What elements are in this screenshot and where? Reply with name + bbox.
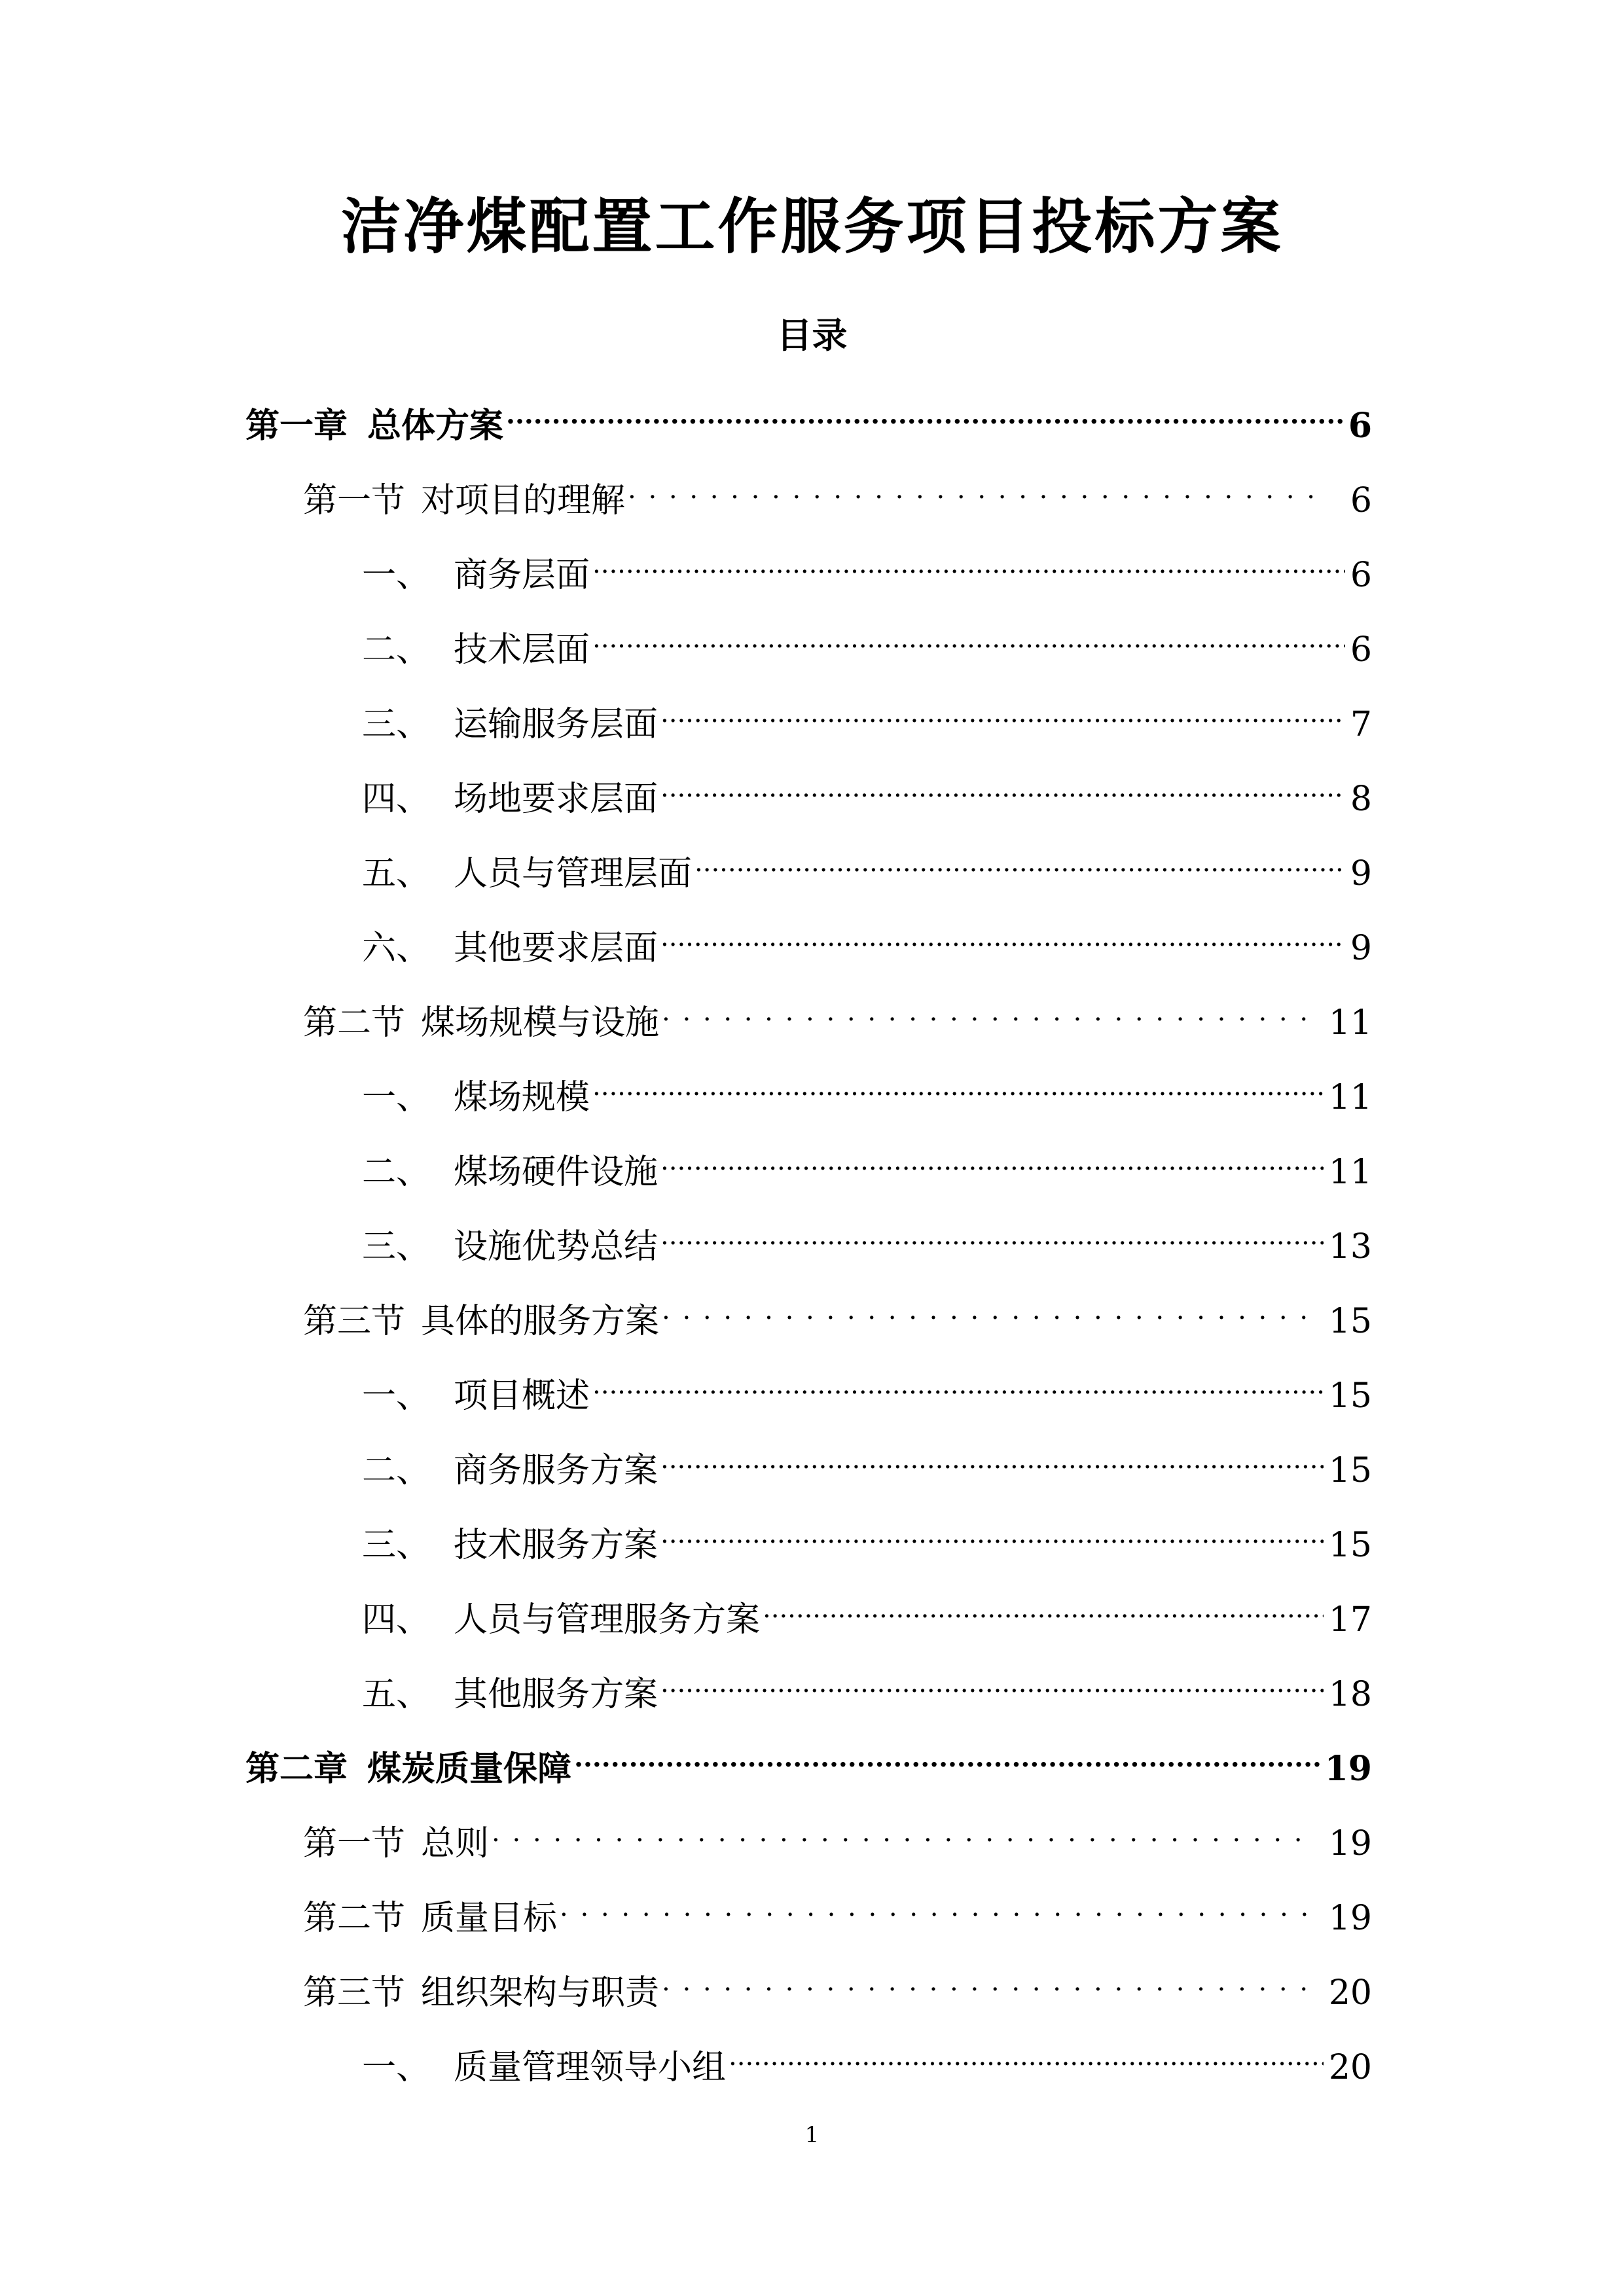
toc-entry-label: 运输服务层面 <box>454 705 659 744</box>
toc-entry-page: 11 <box>1328 1003 1372 1043</box>
toc-dot-leader <box>662 988 1308 1034</box>
toc-entry-label: 场地要求层面 <box>454 780 659 819</box>
toc-entry-label: 煤场硬件设施 <box>454 1153 659 1192</box>
toc-entry-page: 20 <box>1328 1973 1372 2013</box>
toc-entry-subsection[interactable] <box>362 1063 1372 1117</box>
toc-entry-number: 第一章 <box>245 406 348 446</box>
toc-entry-subsection[interactable] <box>362 2033 1372 2087</box>
toc-entry-page: 6 <box>1350 556 1372 595</box>
toc-entry-number: 四、 <box>362 1600 431 1640</box>
toc-dot-leader <box>560 1884 1308 1929</box>
toc-entry-page: 15 <box>1328 1451 1372 1490</box>
toc-entry-label: 总体方案 <box>367 406 504 446</box>
toc-entry-label: 技术层面 <box>454 630 590 670</box>
toc-entry-label: 其他服务方案 <box>454 1675 659 1714</box>
toc-entry-section[interactable] <box>303 1958 1372 2013</box>
toc-dot-leader <box>506 391 1343 437</box>
toc-entry-subsection[interactable] <box>362 764 1372 819</box>
toc-entry-number: 第一节 <box>303 481 406 520</box>
toc-dot-leader <box>660 690 1345 736</box>
toc-dot-leader <box>592 615 1345 661</box>
toc-dot-leader <box>660 764 1345 810</box>
toc-entry-label: 对项目的理解 <box>421 481 626 520</box>
toc-entry-number: 二、 <box>362 630 431 670</box>
toc-entry-subsection[interactable] <box>362 839 1372 893</box>
toc-entry-number: 第三节 <box>303 1302 406 1341</box>
toc-entry-label: 设施优势总结 <box>454 1227 659 1266</box>
toc-entry-number: 五、 <box>362 854 431 893</box>
toc-entry-section[interactable] <box>303 1287 1372 1341</box>
toc-entry-number: 二、 <box>362 1153 431 1192</box>
toc-entry-number: 第二节 <box>303 1899 406 1938</box>
toc-entry-page: 20 <box>1328 2048 1372 2087</box>
toc-entry-label: 商务服务方案 <box>454 1451 659 1490</box>
toc-entry-section[interactable] <box>303 1809 1372 1863</box>
toc-entry-label: 煤场规模与设施 <box>421 1003 660 1043</box>
toc-dot-leader <box>592 1361 1324 1407</box>
toc-entry-page: 6 <box>1348 406 1372 446</box>
toc-dot-leader <box>660 914 1345 960</box>
toc-entry-number: 五、 <box>362 1675 431 1714</box>
toc-entry-number: 一、 <box>362 556 431 595</box>
toc-entry-subsection[interactable] <box>362 914 1372 968</box>
toc-entry-subsection[interactable] <box>362 1511 1372 1565</box>
toc-entry-label: 质量管理领导小组 <box>454 2048 727 2087</box>
toc-dot-leader <box>492 1809 1308 1855</box>
toc-entry-label: 技术服务方案 <box>454 1526 659 1565</box>
toc-entry-chapter-1[interactable] <box>245 391 1372 446</box>
toc-entry-subsection[interactable] <box>362 1436 1372 1490</box>
toc-dot-leader <box>763 1585 1324 1631</box>
toc-entry-page: 13 <box>1328 1227 1372 1266</box>
toc-entry-page: 11 <box>1328 1153 1372 1192</box>
toc-entry-subsection[interactable] <box>362 690 1372 744</box>
toc-entry-page: 19 <box>1324 1749 1372 1789</box>
toc-dot-leader <box>660 1436 1324 1482</box>
toc-entry-subsection[interactable] <box>362 541 1372 595</box>
toc-dot-leader <box>660 1511 1324 1556</box>
toc-entry-page: 9 <box>1350 929 1372 968</box>
toc-dot-leader <box>662 1287 1308 1333</box>
toc-entry-page: 15 <box>1328 1526 1372 1565</box>
toc-entry-label: 质量目标 <box>421 1899 558 1938</box>
toc-entry-number: 三、 <box>362 1227 431 1266</box>
toc-dot-leader <box>574 1734 1320 1780</box>
toc-entry-chapter-2[interactable] <box>245 1734 1372 1789</box>
toc-entry-page: 17 <box>1328 1600 1372 1640</box>
toc-entry-page: 9 <box>1350 854 1372 893</box>
toc-entry-label: 其他要求层面 <box>454 929 659 968</box>
toc-entry-number: 三、 <box>362 705 431 744</box>
toc-entry-label: 商务层面 <box>454 556 590 595</box>
toc-dot-leader <box>628 466 1329 512</box>
toc-entry-page: 11 <box>1328 1078 1372 1117</box>
toc-entry-page: 19 <box>1328 1899 1372 1938</box>
toc-dot-leader <box>660 1660 1324 1706</box>
toc-entry-page: 15 <box>1328 1302 1372 1341</box>
toc-heading: 目录 <box>776 314 848 356</box>
toc-entry-number: 第三节 <box>303 1973 406 2013</box>
toc-dot-leader <box>592 1063 1324 1109</box>
toc-entry-label: 人员与管理服务方案 <box>454 1600 761 1640</box>
page-number: 1 <box>804 2122 820 2148</box>
toc-entry-page: 6 <box>1350 630 1372 670</box>
toc-dot-leader <box>592 541 1345 586</box>
toc-entry-page: 7 <box>1350 705 1372 744</box>
toc-entry-label: 人员与管理层面 <box>454 854 693 893</box>
toc-entry-number: 第一节 <box>303 1824 406 1863</box>
toc-entry-label: 煤场规模 <box>454 1078 590 1117</box>
toc-dot-leader <box>729 2033 1324 2079</box>
toc-entry-number: 一、 <box>362 2048 431 2087</box>
toc-entry-label: 具体的服务方案 <box>421 1302 660 1341</box>
toc-entry-section[interactable] <box>303 466 1372 520</box>
toc-entry-label: 煤炭质量保障 <box>367 1749 572 1789</box>
toc-entry-number: 一、 <box>362 1078 431 1117</box>
toc-entry-subsection[interactable] <box>362 1585 1372 1640</box>
toc-entry-number: 四、 <box>362 780 431 819</box>
toc-entry-section[interactable] <box>303 988 1372 1043</box>
toc-entry-subsection[interactable] <box>362 1212 1372 1266</box>
toc-entry-subsection[interactable] <box>362 1361 1372 1416</box>
toc-entry-number: 一、 <box>362 1376 431 1416</box>
toc-entry-page: 15 <box>1328 1376 1372 1416</box>
toc-dot-leader <box>695 839 1345 885</box>
toc-entry-page: 18 <box>1328 1675 1372 1714</box>
toc-entry-number: 三、 <box>362 1526 431 1565</box>
toc-entry-number: 六、 <box>362 929 431 968</box>
toc-entry-subsection[interactable] <box>362 1138 1372 1192</box>
toc-entry-number: 第二章 <box>245 1749 348 1789</box>
toc-entry-number: 二、 <box>362 1451 431 1490</box>
toc-entry-page: 19 <box>1328 1824 1372 1863</box>
toc-entry-page: 6 <box>1350 481 1372 520</box>
toc-dot-leader <box>660 1212 1324 1258</box>
toc-entry-label: 总则 <box>421 1824 490 1863</box>
toc-entry-section[interactable] <box>303 1884 1372 1938</box>
toc-entry-subsection[interactable] <box>362 1660 1372 1714</box>
toc-entry-number: 第二节 <box>303 1003 406 1043</box>
document-title: 洁净煤配置工作服务项目投标方案 <box>340 191 1284 262</box>
toc-dot-leader <box>660 1138 1324 1183</box>
toc-dot-leader <box>662 1958 1308 2004</box>
toc-entry-label: 组织架构与职责 <box>421 1973 660 2013</box>
toc-entry-subsection[interactable] <box>362 615 1372 670</box>
toc-entry-page: 8 <box>1350 780 1372 819</box>
toc-entry-label: 项目概述 <box>454 1376 590 1416</box>
